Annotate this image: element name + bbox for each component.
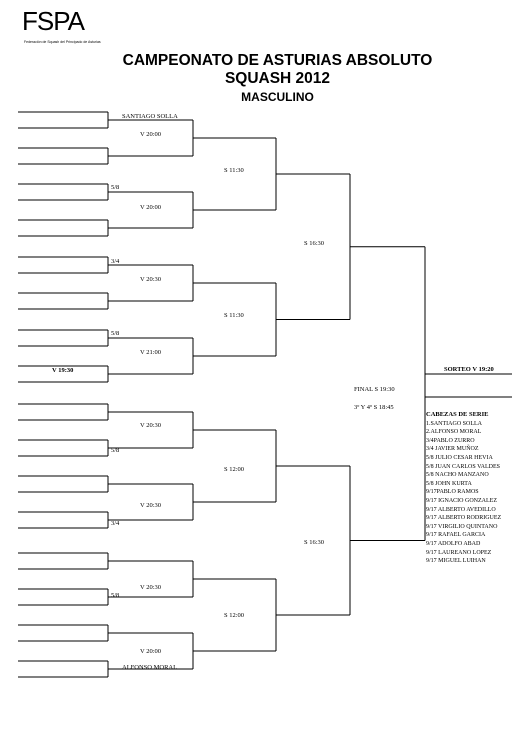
- seeded-player: 5/8 NACHO MANZANO: [426, 472, 489, 479]
- seeded-player: 2.ALFONSO MORAL: [426, 429, 482, 436]
- seeded-player: 9/17 ALBERTO AVEDILLO: [426, 506, 496, 513]
- quarterfinal-time: S 12:00: [224, 466, 245, 473]
- seeded-player: 9/17 VIRGILIO QUINTANO: [426, 523, 498, 530]
- seeded-player: 9/17 ADOLFO ABAD: [426, 540, 481, 547]
- round2-time: V 20:00: [140, 204, 162, 211]
- seed-label: 5/8: [111, 184, 120, 191]
- semifinal-time: S 16:30: [304, 539, 325, 546]
- final-time: FINAL S 19:30: [354, 386, 395, 393]
- seeded-player: 1.SANTIAGO SOLLA: [426, 420, 482, 427]
- match-time-label: V 19:30: [52, 367, 74, 374]
- semifinal-time: S 16:30: [304, 240, 325, 247]
- round2-time: V 20:00: [140, 648, 162, 655]
- seed-label: 5/8: [111, 447, 120, 454]
- federation-logo: FSPA: [22, 6, 84, 36]
- round2-time: V 20:00: [140, 131, 162, 138]
- seeded-player: 5/8 JUAN CARLOS VALDES: [426, 463, 500, 470]
- seed-label: 5/8: [111, 330, 120, 337]
- seeded-player: 9/17 ALBERTO RODRIGUEZ: [426, 515, 502, 522]
- seeded-player: 9/17 MIGUEL LUIHAN: [426, 558, 486, 565]
- seeded-player: 3/4 JAVIER MUÑOZ: [426, 446, 479, 453]
- season-title: SQUASH 2012: [224, 70, 331, 87]
- round2-time: V 20:30: [140, 276, 162, 283]
- seeded-players-list: [426, 411, 501, 566]
- round2-time: V 20:30: [140, 584, 162, 591]
- player-alfonso-moral: ALFONSO MORAL: [122, 664, 178, 671]
- seeded-player: 9/17 IGNACIO GONZALEZ: [426, 497, 497, 504]
- seeded-player: 5/8 JULIO CESAR HEVIA: [426, 454, 493, 461]
- championship-title: CAMPEONATO DE ASTURIAS ABSOLUTO: [122, 52, 433, 69]
- seeded-player: 3/4PABLO ZURRO: [426, 437, 475, 444]
- seeded-players-heading: CABEZAS DE SERIE: [426, 411, 489, 418]
- round2-time: V 21:00: [140, 349, 162, 356]
- draw-time: SORTEO V 19:20: [444, 366, 494, 373]
- player-santiago-solla: SANTIAGO SOLLA: [122, 113, 178, 120]
- seeded-player: 9/17 LAUREANO LOPEZ: [426, 549, 492, 556]
- seeded-player: 5/8 JOHN KURTA: [426, 480, 472, 487]
- round2-time: V 20:30: [140, 422, 162, 429]
- quarterfinal-time: S 11:30: [224, 167, 244, 174]
- seed-label: 3/4: [111, 520, 120, 527]
- quarterfinal-time: S 12:00: [224, 612, 245, 619]
- seeded-player: 9/17 RAFAEL GARCIA: [426, 532, 486, 539]
- federation-logo-subtitle: Federación de Squash del Principado de Asturias: [24, 40, 101, 44]
- third-place-time: 3º Y 4º S 18:45: [354, 404, 394, 411]
- round2-time: V 20:30: [140, 502, 162, 509]
- seed-label: 5/8: [111, 592, 120, 599]
- quarterfinal-time: S 11:30: [224, 312, 244, 319]
- category-title: MASCULINO: [241, 90, 314, 104]
- seeded-player: 9/17PABLO RAMOS: [426, 489, 479, 496]
- seed-label: 3/4: [111, 258, 120, 265]
